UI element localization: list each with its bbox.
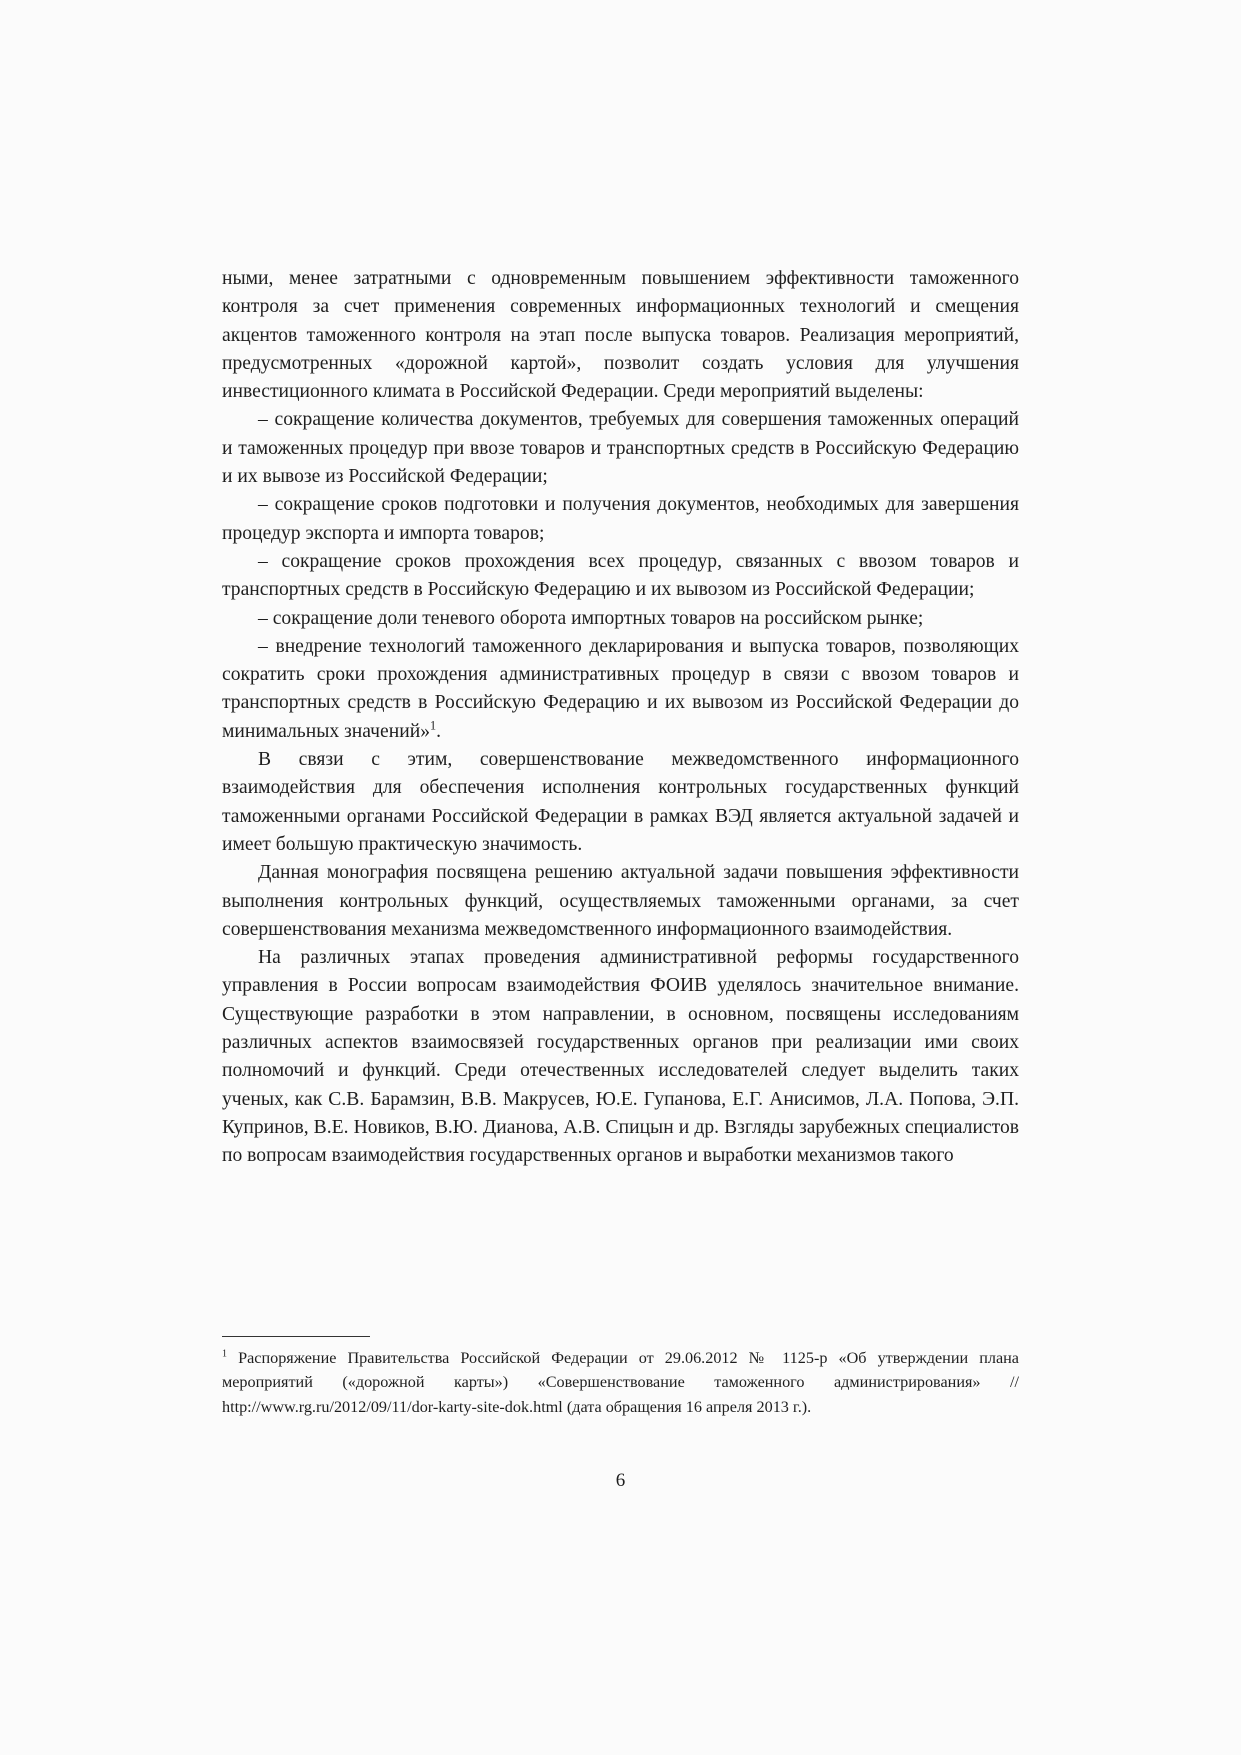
footnote-reference[interactable]: 1 [430,718,437,733]
paragraph-continuation: ными, менее затратными с одновременным повышением эффективности таможенного контроля за счет применения современных информационных технологий и смещения акцентов таможенного контроля на этап после выпуска товаров. Реализация мероприятий, предусмотренных «дорожной картой», позволит создать условия для улучшения инвестиционного климата в Российской Федерации. Среди мероприятий выделены: [222,268,1019,403]
footnote-marker: 1 [222,1348,228,1360]
paragraph: В связи с этим, совершенствование межведомственного информационного взаимодействия для обеспечения исполнения контрольных государственных функций таможенными органами Российской Федерации в рамках ВЭД является актуальной задачей и имеет большую практическую значимость. [222,749,1019,855]
list-item: – сокращение количества документов, требуемых для совершения таможенных операций и таможенных процедур при ввозе товаров и транспортных средств в Российскую Федерацию и их вывозе из Российской Федерации; [222,409,1019,488]
list-item: – сокращение доли теневого оборота импортных товаров на российском рынке; [258,607,924,629]
footnote-divider [222,1336,370,1337]
paragraph: На различных этапах проведения административной реформы государственного управления в России вопросам взаимодействия ФОИВ уделялось значительное внимание. Существующие разработки в этом направлении, в основном, посвящены исследованиям различных аспектов взаимосвязей государственных органов при реализации ими своих полномочий и функций. Среди отечественных исследователей следует выделить таких ученых, как С.В. Барамзин, В.В. Макрусев, Ю.Е. Гупанова, Е.Г. Анисимов, Л.А. Попова, Э.П. Купринов, В.Е. Новиков, В.Ю. Дианова, А.В. Спицын и др. Взгляды зарубежных специалистов по вопросам взаимодействия государственных органов и выработки механизмов такого [222,947,1019,1167]
list-item-end-punctuation: . [436,720,441,742]
list-item: – сокращение сроков подготовки и получения документов, необходимых для завершения процедур экспорта и импорта товаров; [222,494,1019,544]
footnote-text: Распоряжение Правительства Российской Федерации от 29.06.2012 № 1125-р «Об утверждении плана мероприятий («дорожной карты») «Совершенствование таможенного администрирования» // http://www.rg.ru/2012/09/11/dor-karty-site-dok.html (дата обращения 16 апреля 2013 г.). [222,1349,1019,1416]
list-item: – сокращение сроков прохождения всех процедур, связанных с ввозом товаров и транспортных средств в Российскую Федерацию и их вывозом из Российской Федерации; [222,550,1019,601]
list-item-text: – внедрение технологий таможенного декларирования и выпуска товаров, позволяющих сократить сроки прохождения административных процедур в связи с ввозом товаров и транспортных средств в Российскую Федерацию и их вывозом из Российской Федерации до минимальных значений» [222,635,1019,742]
paragraph: Данная монография посвящена решению актуальной задачи повышения эффективности выполнения контрольных функций, осуществляемых таможенными органами, за счет совершенствования механизма межведомственного информационного взаимодействия. [222,862,1019,940]
list-item-with-footnote [222,633,1019,746]
footnote [222,1346,1019,1419]
page-number: 6 [615,1470,626,1491]
main-text [222,265,1019,1171]
